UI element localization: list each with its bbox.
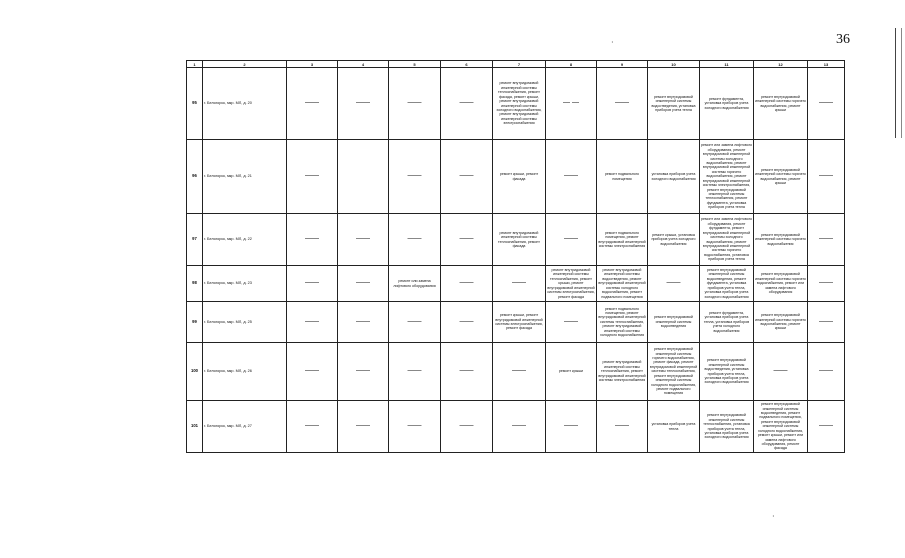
work-cell: —— (287, 266, 338, 302)
work-cell: —— (808, 302, 845, 343)
work-cell: ремонт подвального помещения, ремонт внутридомовой инженерной системы теплоснабжения, ремонт внутридомовой инженерной системы холодного водоснабжения (597, 302, 648, 343)
work-cell: —— (808, 68, 845, 140)
work-cell: ремонт внутридомовой инженерной системы теплоснабжения, установка приборов учета тепла, установка приборов учета холодного водоснабжения (700, 401, 754, 453)
row-number-cell: 97 (187, 214, 203, 266)
work-cell: — — (546, 68, 597, 140)
page-number: 36 (836, 32, 850, 47)
address-cell: г. Белогорск, мкр. МЛ, д. 27 (203, 401, 287, 453)
work-cell: —— (493, 266, 546, 302)
work-cell: —— (441, 401, 493, 453)
table-row (187, 214, 845, 266)
repair-schedule-table (186, 60, 845, 453)
work-cell: ремонт внутридомовой инженерной системы теплоснабжения, ремонт фасада, ремонт крыши, ремонт внутридомовой инженерной системы холодного водоснабжения, ремонт внутридомовой инженерной системы электроснабжения (493, 68, 546, 140)
work-cell: —— (338, 266, 389, 302)
work-cell: —— (338, 68, 389, 140)
column-header: 8 (546, 61, 597, 68)
work-cell: ремонт внутридомовой инженерной системы теплоснабжения, ремонт внутридомовой инженерной системы электроснабжения (597, 343, 648, 401)
column-header: 3 (287, 61, 338, 68)
work-cell: —— (338, 343, 389, 401)
work-cell: —— (389, 140, 441, 214)
address-cell: г. Белогорск, мкр. МЛ, д. 26 (203, 343, 287, 401)
work-cell: —— (808, 214, 845, 266)
work-cell: —— (287, 140, 338, 214)
work-cell: —— (389, 302, 441, 343)
work-cell: —— (441, 343, 493, 401)
column-header: 6 (441, 61, 493, 68)
work-cell: ремонт фундамента, установка приборов учета холодного водоснабжения (700, 68, 754, 140)
row-number-cell: 95 (187, 68, 203, 140)
table-row (187, 343, 845, 401)
work-cell: ремонт внутридомовой инженерной системы теплоснабжения, ремонт фасада (493, 214, 546, 266)
work-cell: —— (389, 343, 441, 401)
work-cell: —— (389, 401, 441, 453)
work-cell: ремонт или замена лифтового оборудования, ремонт фундамента, ремонт внутридомовой инженерной системы холодного водоснабжения, ремонт внутридомовой инженерной системы горячего водоснабжения, установка приборов учета тепла (700, 214, 754, 266)
work-cell: —— (441, 302, 493, 343)
work-cell: —— (493, 343, 546, 401)
column-header: 12 (754, 61, 808, 68)
header-row (187, 61, 845, 68)
column-header: 2 (203, 61, 287, 68)
scan-dot: · (772, 512, 775, 521)
work-cell: —— (546, 214, 597, 266)
column-header: 1 (187, 61, 203, 68)
column-header: 11 (700, 61, 754, 68)
work-cell: ремонт внутридомовой инженерной системы водоотведения, ремонт фундамента, установка приборов учета тепла, установка приборов учета холодного водоснабжения (700, 266, 754, 302)
work-cell: —— (287, 302, 338, 343)
work-cell: —— (808, 140, 845, 214)
work-cell: —— (597, 401, 648, 453)
table-row (187, 266, 845, 302)
work-cell (338, 140, 389, 214)
work-cell: ремонт крыши (546, 343, 597, 401)
work-cell: —— (648, 266, 700, 302)
table-row (187, 140, 845, 214)
row-number-cell: 100 (187, 343, 203, 401)
work-cell: ремонт внутридомовой инженерной системы горячего водоснабжения, ремонт фасада, ремонт внутридомовой инженерной системы теплоснабжения, ремонт внутридомовой инженерной системы холодного водоснабжения, ремонт подвального помещения (648, 343, 700, 401)
work-cell: ремонт внутридомовой инженерной системы водоотведения, установка приборов учета тепла (648, 68, 700, 140)
work-cell: —— (287, 401, 338, 453)
work-cell: —— (546, 302, 597, 343)
work-cell: —— (808, 343, 845, 401)
address-cell: г. Белогорск, мкр. МЛ, д. 22 (203, 214, 287, 266)
work-cell: —— (441, 214, 493, 266)
work-cell: —— (546, 401, 597, 453)
row-number-cell: 98 (187, 266, 203, 302)
work-cell: —— (808, 266, 845, 302)
work-cell: установка приборов учета холодного водоснабжения (648, 140, 700, 214)
page-edge-line (895, 28, 902, 138)
work-cell: установка приборов учета тепла (648, 401, 700, 453)
column-header: 4 (338, 61, 389, 68)
work-cell: ремонт фундамента, установка приборов учета тепла, установка приборов учета холодного водоснабжения (700, 302, 754, 343)
work-cell: ремонт внутридомовой инженерной системы водоотведения, ремонт внутридомовой инженерной системы холодного водоснабжения, ремонт подвального помещения (597, 266, 648, 302)
work-cell: ремонт внутридомовой инженерной системы водоотведения, ремонт подвального помещения, ремонт внутридомовой инженерной системы холодного водоснабжения, ремонт крыши, ремонт или замена лифтового оборудования, ремонт фасада (754, 401, 808, 453)
work-cell: ремонт внутридомовой инженерной системы горячего водоснабжения, ремонт крыши (754, 302, 808, 343)
work-cell: —— (808, 401, 845, 453)
row-number-cell: 101 (187, 401, 203, 453)
work-cell: —— (441, 68, 493, 140)
work-cell: ремонт внутридомовой инженерной системы горячего водоснабжения (754, 214, 808, 266)
work-cell: ремонт внутридомовой инженерной системы горячего водоснабжения, ремонт или замена лифтового оборудования (754, 266, 808, 302)
work-cell: ремонт внутридомовой инженерной системы горячего водоснабжения, ремонт крыши (754, 68, 808, 140)
column-header: 7 (493, 61, 546, 68)
work-cell: —— (338, 214, 389, 266)
table-row (187, 68, 845, 140)
work-cell: ремонт внутридомовой инженерной системы горячего водоснабжения, ремонт крыши (754, 140, 808, 214)
work-cell: —— (338, 302, 389, 343)
work-cell: ремонт или замена лифтового оборудования, ремонт внутридомовой инженерной системы холодного водоснабжения, ремонт внутридомовой инженерной системы горячего водоснабжения, ремонт внутридомовой инженерной системы электроснабжения, ремонт внутридомовой инженерной системы теплоснабжения, ремонт фундамента, установка приборов учета тепла (700, 140, 754, 214)
table-row (187, 302, 845, 343)
work-cell: —— (287, 214, 338, 266)
repair-schedule-table-wrap (186, 60, 844, 453)
table-row (187, 401, 845, 453)
work-cell: —— (441, 140, 493, 214)
work-cell: —— (493, 401, 546, 453)
address-cell: г. Белогорск, мкр. МЛ, д. 20 (203, 68, 287, 140)
work-cell: —— (287, 68, 338, 140)
column-header: 10 (648, 61, 700, 68)
work-cell: ремонт крыши, установка приборов учета холодного водоснабжения (648, 214, 700, 266)
row-number-cell: 96 (187, 140, 203, 214)
work-cell: ремонт или замена лифтового оборудования (389, 266, 441, 302)
work-cell: —— (389, 214, 441, 266)
work-cell: —— (754, 343, 808, 401)
work-cell: ремонт внутридомовой инженерной системы водоотведения (648, 302, 700, 343)
column-header: 13 (808, 61, 845, 68)
work-cell: ремонт крыши, ремонт внутридомовой инженерной системы электроснабжения, ремонт фасада (493, 302, 546, 343)
scan-dot: · (611, 38, 614, 47)
address-cell: г. Белогорск, мкр. МЛ, д. 23 (203, 266, 287, 302)
work-cell: —— (287, 343, 338, 401)
work-cell: —— (597, 68, 648, 140)
work-cell: —— (338, 401, 389, 453)
work-cell: ремонт внутридомовой инженерной системы теплоснабжения, ремонт крыши, ремонт внутридомовой инженерной системы электроснабжения, ремонт фасада (546, 266, 597, 302)
work-cell: ремонт подвального помещения, ремонт внутридомовой инженерной системы электроснабжения (597, 214, 648, 266)
work-cell: ремонт крыши, ремонт фасада (493, 140, 546, 214)
column-header: 5 (389, 61, 441, 68)
work-cell: —— (546, 140, 597, 214)
work-cell: —— (389, 68, 441, 140)
work-cell: ремонт подвального помещения (597, 140, 648, 214)
column-header: 9 (597, 61, 648, 68)
row-number-cell: 99 (187, 302, 203, 343)
address-cell: г. Белогорск, мкр. МЛ, д. 25 (203, 302, 287, 343)
work-cell: ремонт внутридомовой инженерной системы водоотведения, установка приборов учета тепла, установка приборов учета холодного водоснабжения (700, 343, 754, 401)
work-cell: —— (441, 266, 493, 302)
address-cell: г. Белогорск, мкр. МЛ, д. 21 (203, 140, 287, 214)
